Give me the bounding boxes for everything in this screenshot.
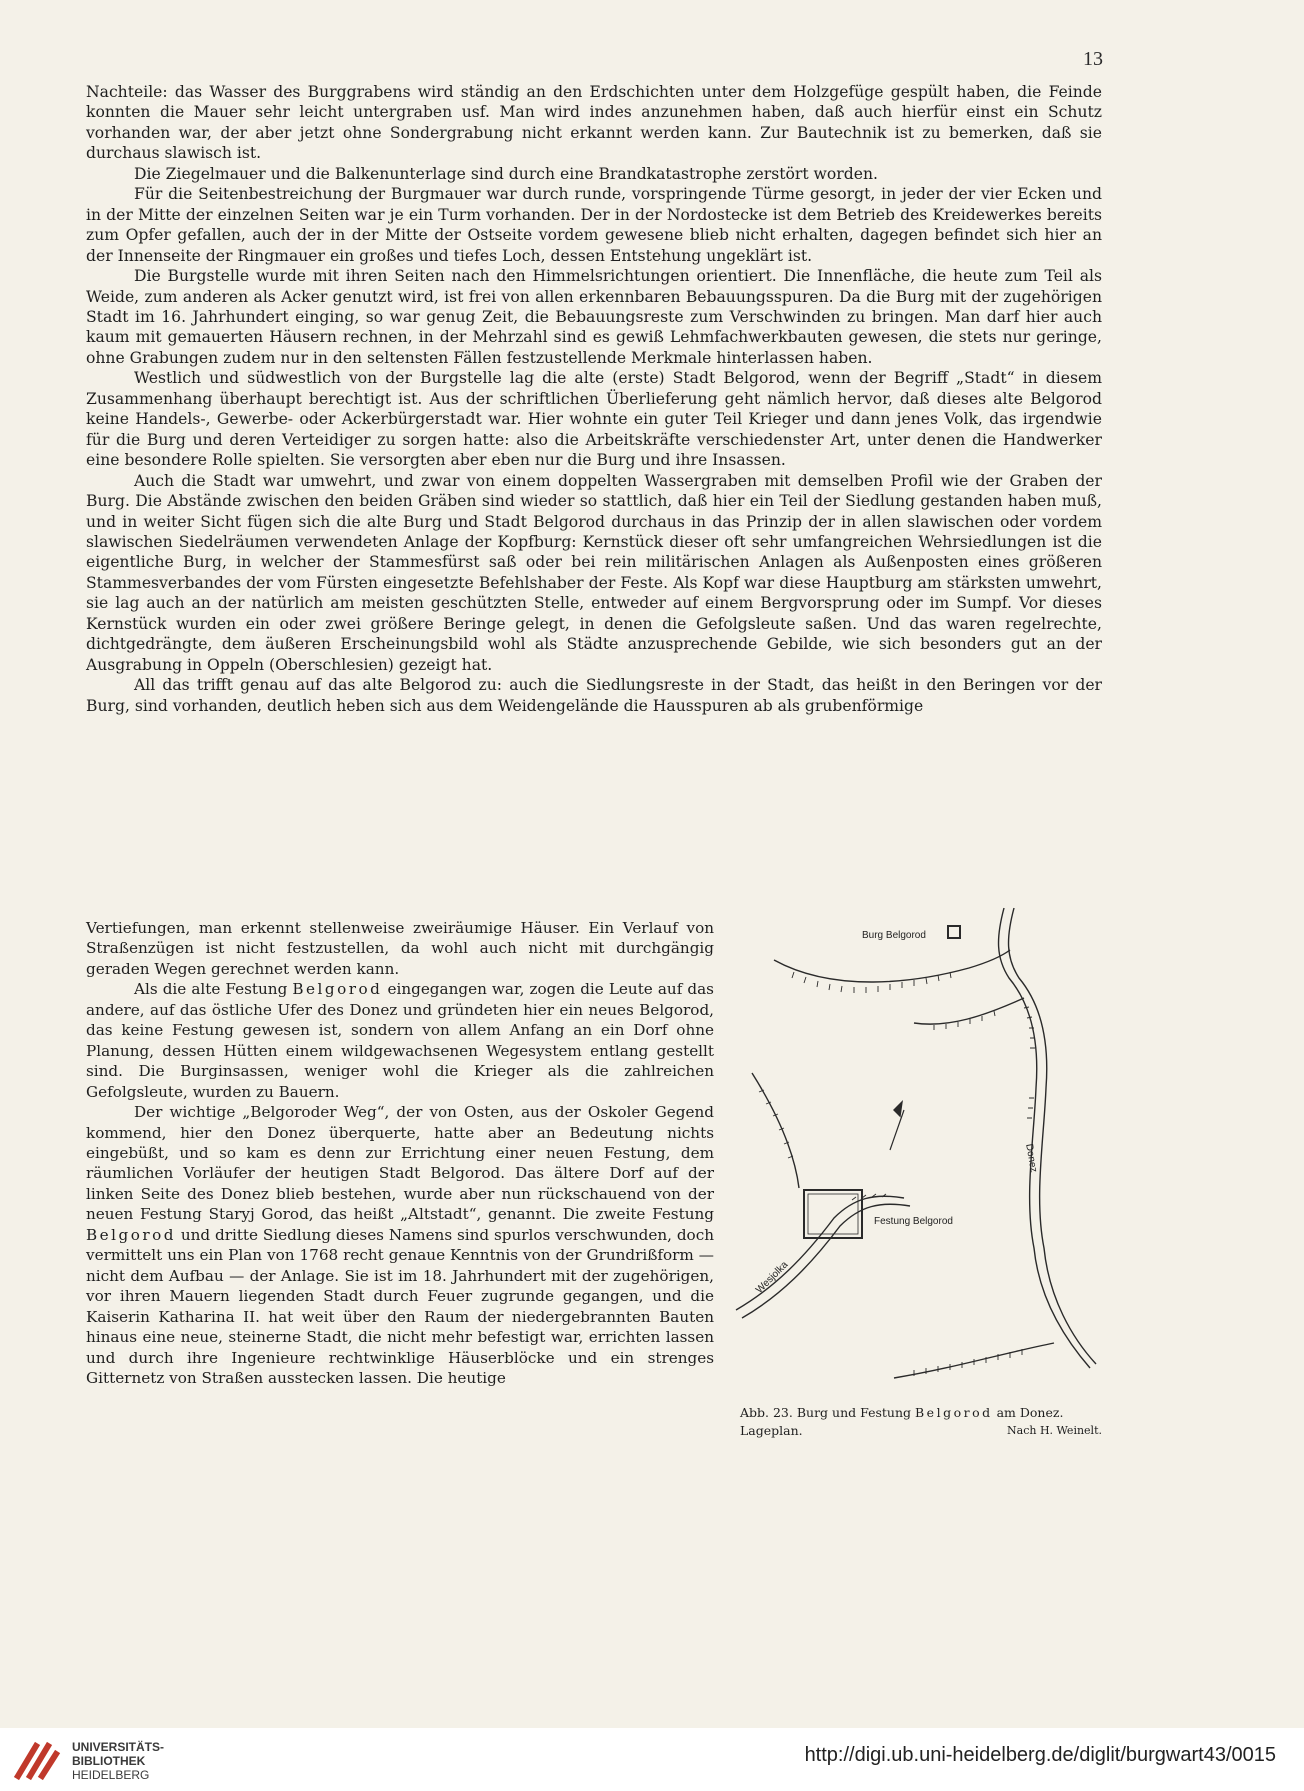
- terrace-edge: [752, 1073, 799, 1188]
- terrace-edge: [774, 950, 1010, 982]
- north-arrow-head: [894, 1102, 902, 1116]
- river-donez-bank: [1009, 908, 1096, 1364]
- paragraph: [86, 979, 714, 1102]
- text-run: Der wichtige „Belgoroder Weg“, der von Osten, aus der Oskoler Gegend kommend, hier den Donez überquerte, hatte aber an Bedeutung nichts eingebüßt, und so kam es denn zur Errichtung einer neuen Festung, dem räumlichen Vorläufer der heutigen Stadt Belgorod. Das ältere Dorf auf der linken Seite des Donez blieb bestehen, wurde aber nun rückschauend von der neuen Festung Staryj Gorod, das heißt „Altstadt“, genannt. Die zweite Festung: [86, 1103, 714, 1224]
- paragraph: Die Ziegelmauer und die Balkenunterlage sind durch eine Brandkatastrophe zerstört worden.: [134, 164, 878, 183]
- paragraph: [86, 1102, 714, 1388]
- label-festung-belgorod: Festung Belgorod: [874, 1216, 953, 1227]
- label-wesjolka: Wesjolka: [754, 1259, 791, 1296]
- text-run: und dritte Siedlung dieses Namens sind spurlos verschwunden, doch vermittelt uns ein Plan von 1768 recht genaue Kenntnis von der Grundrißform — nicht dem Aufbau — der Anlage. Sie ist im 18. Jahrhundert mit der zugehörigen, vor ihren Mauern liegenden Stadt durch Feuer zugrunde gegangen, und die Kaiserin Katharina II. hat weit über den Raum der niedergebrannten Bauten hinaus eine neue, steinerne Stadt, die nicht mehr befestigt war, errichten lassen und durch ihre Ingenieure rechtwinklige Häuserblöcke und ein strenges Gitternetz von Straßen ausstecken lassen. Die heutige: [86, 1225, 714, 1387]
- body-text-full-width: [86, 82, 1102, 716]
- viewer-footer: [0, 1728, 1304, 1791]
- hachures: [759, 1090, 793, 1158]
- spaced-name: Belgorod: [86, 1225, 176, 1244]
- caption-text: Abb. 23. Burg und Festung: [740, 1405, 915, 1420]
- burg-square: [948, 926, 960, 938]
- permalink-url[interactable]: http://digi.ub.uni-heidelberg.de/diglit/burgwart43/0015: [804, 1744, 1276, 1766]
- body-text-left-column: [86, 918, 714, 1388]
- logo-line: BIBLIOTHEK: [72, 1754, 146, 1768]
- hachures: [1024, 1007, 1035, 1118]
- site-plan-figure: [734, 898, 1102, 1398]
- north-arrow: [890, 1110, 904, 1150]
- figure-caption: [740, 1404, 1102, 1440]
- label-burg-belgorod: Burg Belgorod: [862, 930, 926, 941]
- terrace-edge: [914, 998, 1024, 1024]
- text-run: Als die alte Festung: [134, 980, 293, 999]
- library-logo-text: [72, 1740, 164, 1782]
- festung-rectangle-inner: [808, 1194, 858, 1234]
- caption-text: am Donez. Lageplan.: [740, 1405, 1064, 1438]
- paragraph: Vertiefungen, man erkennt stellenweise zweiräumige Häuser. Ein Verlauf von Straßenzügen ist nicht festzustellen, da wohl auch nicht mit durchgängig geraden Wegen gerechnet werden kann.: [86, 919, 714, 978]
- logo-line: UNIVERSITÄTS-: [72, 1740, 165, 1754]
- logo-line: HEIDELBERG: [72, 1768, 150, 1782]
- label-donez: Donez: [1023, 1143, 1040, 1174]
- paragraph: All das trifft genau auf das alte Belgorod zu: auch die Siedlungsreste in der Stadt, das heißt in den Beringen vor der Burg, sind vorhanden, deutlich heben sich aus dem Weidengelände die Hausspuren ab als grubenförmige: [86, 676, 1102, 715]
- spaced-name: Belgorod: [292, 980, 383, 999]
- caption-credit: Nach H. Weinelt.: [1007, 1424, 1102, 1437]
- library-logo-icon: [10, 1736, 64, 1786]
- paragraph: Westlich und südwestlich von der Burgstelle lag die alte (erste) Stadt Belgorod, wenn der Begriff „Stadt“ in diesem Zusammenhang überhaupt berechtigt ist. Aus der schriftlichen Überlieferung geht nämlich hervor, daß dieses alte Belgorod keine Handels-, Gewerbe- oder Ackerbürgerstadt war. Hier wohnte ein guter Teil Krieger und dann jenes Volk, das irgendwie für die Burg und deren Verteidiger zu sorgen hatte: also die Arbeitskräfte verschiedenster Art, unter denen die Handwerker eine besondere Rolle spielten. Sie versorgten aber eben nur die Burg und ihre Insassen.: [86, 369, 1102, 470]
- page-number: 13: [1083, 48, 1103, 70]
- festung-rectangle: [804, 1190, 862, 1238]
- paragraph: Die Burgstelle wurde mit ihren Seiten nach den Himmelsrichtungen orientiert. Die Innenfläche, die heute zum Teil als Weide, zum anderen als Acker genutzt wird, ist frei von allen erkennbaren Bebauungsspuren. Da die Burg mit der zugehörigen Stadt im 16. Jahrhundert einging, so war genug Zeit, die Bebauungsreste zum Verschwinden zu bringen. Man darf hier auch kaum mit gemauerten Häusern rechnen, in der Mehrzahl sind es gewiß Lehmfachwerkbauten gewesen, die stets nur geringe, ohne Grabungen zudem nur in den seltensten Fällen festzustellende Merkmale hinterlassen haben.: [86, 267, 1102, 367]
- paragraph: Auch die Stadt war umwehrt, und zwar von einem doppelten Wassergraben mit demselben Profil wie der Graben der Burg. Die Abstände zwischen den beiden Gräben sind wieder so stattlich, daß hier ein Teil der Siedlung gestanden haben muß, und in weiter Sicht fügen sich die alte Burg und Stadt Belgorod durchaus in das Prinzip der in allen slawischen oder vordem slawischen Siedelräumen verwendeten Anlage der Kopfburg: Kernstück dieser oft sehr umfangreichen Wehrsiedlungen ist die eigentliche Burg, in welcher der Stammesfürst saß oder bei rein militärischen Anlagen als Außenposten eines größeren Stammesverbandes der vom Fürsten eingesetzte Befehlshaber der Feste. Als Kopf war diese Hauptburg am stärksten umwehrt, sie lag auch an der natürlich am meisten geschützten Stelle, entweder auf einem Bergvorsprung oder im Sumpf. Vor dieses Kernstück wurden ein oder zwei größere Beringe gelegt, in denen die Gefolgsleute saßen. Und das waren regelrechte, dichtgedrängte, dem äußeren Erscheinungsbild wohl als Städte anzusprechende Gebilde, wie sich besonders gut an der Ausgrabung in Oppeln (Oberschlesien) gezeigt hat.: [86, 471, 1102, 674]
- paragraph: Nachteile: das Wasser des Burggrabens wird ständig an den Erdschichten unter dem Holzgefüge gespült haben, die Feinde konnten die Mauer sehr leicht untergraben usf. Man wird indes anzunehmen haben, daß auch hierfür einst ein Schutz vorhanden war, der aber jetzt ohne Sondergrabung nicht erkannt werden kann. Zur Bautechnik ist zu bemerken, daß sie durchaus slawisch ist.: [86, 83, 1102, 163]
- river-donez: [999, 908, 1090, 1368]
- caption-spaced-name: Belgorod: [915, 1405, 993, 1420]
- text-run: eingegangen war, zogen die Leute auf das andere, auf das östliche Ufer des Donez und gründeten hier ein neues Belgorod, das keine Festung gewesen ist, sondern von allem Anfang an ein Dorf ohne Planung, dessen Hütten einem wildgewachsenen Wegesystem entlang gestellt sind. Die Burginsassen, weniger wohl die Krieger als die zahlreichen Gefolgsleute, wurden zu Bauern.: [86, 980, 714, 1101]
- paragraph: Für die Seitenbestreichung der Burgmauer war durch runde, vorspringende Türme gesorgt, in jeder der vier Ecken und in der Mitte der einzelnen Seiten war je ein Turm vorhanden. Der in der Nordostecke ist dem Betrieb des Kreidewerkes bereits zum Opfer gefallen, auch der in der Mitte der Ostseite vordem gewesene blieb nicht erhalten, dagegen befindet sich hier an der Innenseite der Ringmauer ein großes und tiefes Loch, dessen Entstehung ungeklärt ist.: [86, 185, 1102, 265]
- site-plan-drawing: [734, 898, 1102, 1398]
